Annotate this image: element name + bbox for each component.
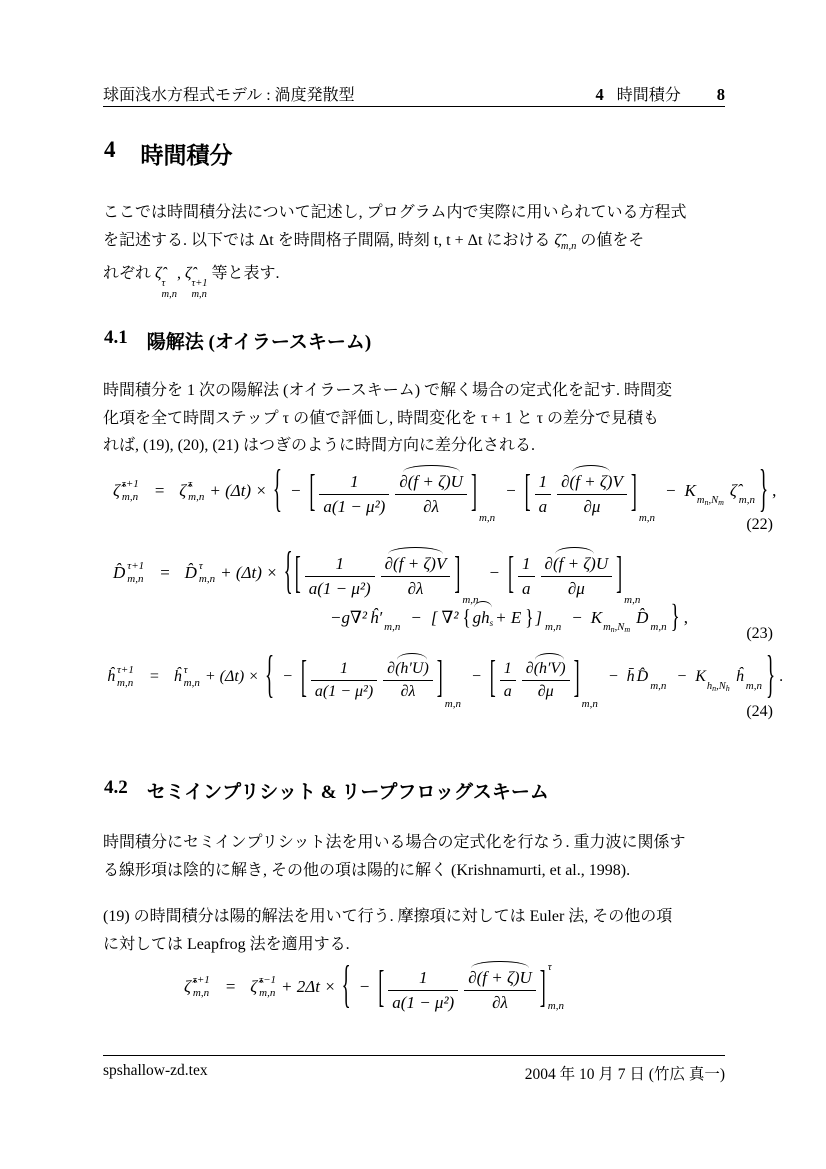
denominator: ∂λ <box>395 494 467 517</box>
math-symbol: ζ̂ <box>729 481 737 500</box>
denominator: a(1 − μ²) <box>311 680 377 701</box>
widehat-term <box>473 608 494 628</box>
footer-date: 2004 年 10 月 7 日 (竹広 真一) <box>524 1066 725 1083</box>
math-supsub <box>199 560 215 585</box>
minus-sign: − <box>289 481 302 500</box>
punctuation: , <box>683 608 688 627</box>
math-symbol: ζ̂ <box>250 977 258 996</box>
superscript: τ+1 <box>127 560 145 573</box>
left-bracket: [ <box>508 547 515 597</box>
left-bracket: [ <box>524 465 531 515</box>
math-supsub <box>117 664 134 689</box>
denominator: a <box>500 680 516 701</box>
k-subscript <box>603 622 630 633</box>
section-title: 時間積分 <box>140 143 233 168</box>
math-term: −g∇² <box>330 608 367 627</box>
fraction <box>305 547 375 599</box>
math-symbol: ĥ <box>735 668 744 685</box>
partial-symbol: ∂ <box>525 660 534 677</box>
fraction <box>535 465 552 517</box>
text-run: 化項を全て時間ステップ τ の値で評価し, 時間変化を τ + 1 と τ の差分で見積も <box>103 409 659 427</box>
subscript: m,n <box>745 680 762 692</box>
fraction <box>381 547 451 599</box>
text-run: 等と表す. <box>207 265 280 282</box>
subsubscript: n <box>610 624 615 634</box>
nabla-squared: ∇² <box>441 608 459 627</box>
text-line <box>103 227 743 261</box>
math-symbol: h̄ <box>626 668 635 685</box>
math-symbol: V <box>612 472 623 491</box>
math-operator: + 2Δt × <box>281 977 336 996</box>
right-brace: } <box>758 460 769 519</box>
paragraph-4-2-a <box>103 829 743 884</box>
denominator: a <box>535 494 552 517</box>
bracket-subscript: m,n <box>638 512 656 524</box>
inline-math-zeta: ζ̂ <box>155 265 162 282</box>
inline-math-zeta: ζ̂ <box>554 231 561 249</box>
text-run: ここでは時間積分法について記述し, プログラム内で実際に用いられている方程式 <box>103 204 687 221</box>
text-run: , <box>176 265 185 282</box>
math-symbol: K <box>684 481 696 500</box>
text-run: れば, (19), (20), (21) はつぎのように時間方向に差分化される. <box>103 437 535 454</box>
superscript: τ+1 <box>121 478 139 491</box>
equation-22 <box>112 460 777 524</box>
text-line <box>103 829 743 857</box>
minus-sign: − <box>282 668 293 685</box>
footer-rule <box>103 1055 725 1056</box>
numerator: 1 <box>503 660 512 677</box>
math-symbol: ĥ <box>107 668 115 685</box>
text-run: 時間積分にセミインプリシット法を用いる場合の定式化を行なう. 重力波に関係す <box>103 834 686 851</box>
header-rule <box>103 106 725 107</box>
partial-symbol: ∂ <box>544 554 553 573</box>
right-bracket: ] <box>470 465 477 515</box>
subscript: m,n <box>384 621 401 633</box>
math-supsub <box>127 560 144 585</box>
subscript: m,n <box>121 491 139 503</box>
subscript: m,n <box>259 987 276 999</box>
fraction <box>518 547 535 599</box>
widehat-term: (f + ζ) <box>569 472 613 491</box>
fraction <box>541 547 613 599</box>
numerator: 1 <box>538 472 548 491</box>
partial-symbol: ∂ <box>387 660 396 677</box>
bracket-supsub <box>548 962 564 1012</box>
equals-sign: = <box>148 668 160 685</box>
math-symbol: ĥ <box>173 668 182 685</box>
math-symbol: U <box>595 554 609 573</box>
paragraph-4-1 <box>103 377 743 460</box>
punctuation: , <box>772 481 777 500</box>
denominator: ∂μ <box>557 494 627 517</box>
bracket-subscript: m,n <box>624 594 641 606</box>
equals-sign: = <box>153 481 166 500</box>
math-symbol: ζ̂ <box>179 481 187 500</box>
left-bracket: [ <box>489 651 496 701</box>
running-header-section <box>595 82 725 105</box>
subscript: m,n <box>738 494 755 506</box>
math-symbol: gh <box>472 608 490 627</box>
right-bracket: ] <box>616 547 623 597</box>
section-number: 4.1 <box>104 327 128 348</box>
denominator: a(1 − μ²) <box>305 576 375 599</box>
widehat-term: (f + ζ) <box>552 554 596 573</box>
math-supsub <box>122 478 139 503</box>
math-operator: + (Δt) × <box>204 668 259 685</box>
math-symbol: ĥ′ <box>369 608 383 627</box>
minus-sign: − <box>488 563 501 582</box>
subscript: ,N <box>614 621 625 633</box>
bracket-subscript: m,n <box>444 698 461 710</box>
right-bracket: ] <box>630 465 637 515</box>
denominator: ∂μ <box>541 576 613 599</box>
subscript: m,n <box>650 680 667 692</box>
equation-leapfrog <box>183 957 566 1017</box>
minus-sign: − <box>471 668 482 685</box>
right-bracket: ] <box>573 651 580 701</box>
footer-filename: spshallow-zd.tex <box>103 1062 208 1079</box>
text-line <box>103 199 743 227</box>
subsubscript: n <box>712 683 717 693</box>
fraction <box>500 653 516 701</box>
numerator-widehat: ∂(f + ζ)U <box>468 968 532 987</box>
numerator: 1 <box>522 554 531 573</box>
left-bracket: [ <box>309 465 316 515</box>
fraction <box>522 653 570 701</box>
bracket-subscript: m,n <box>581 698 598 710</box>
math-supsub <box>184 664 200 689</box>
math-supsub <box>188 478 204 503</box>
right-brace: } <box>670 599 680 635</box>
header-section-title: 時間積分 <box>616 87 681 104</box>
left-bracket: [ <box>294 547 301 597</box>
left-brace: { <box>462 605 471 630</box>
minus-sign: − <box>676 668 688 685</box>
denominator: ∂μ <box>522 680 570 701</box>
k-subscript <box>707 681 730 692</box>
section-title: 陽解法 (オイラースキーム) <box>146 332 372 353</box>
numerator: 1 <box>335 554 344 573</box>
fraction <box>311 653 377 701</box>
fraction <box>557 465 627 517</box>
paragraph-intro <box>103 199 743 300</box>
math-operator: + (Δt) × <box>220 563 278 582</box>
fraction <box>383 653 433 701</box>
text-run: れぞれ <box>103 265 156 282</box>
math-symbol: ζ̂ <box>184 977 191 996</box>
right-bracket: ] <box>436 651 443 701</box>
equation-number-24: (24) <box>746 703 773 720</box>
subscript: m <box>603 621 611 633</box>
bracket-subscript: m,n <box>462 594 479 606</box>
denominator: a(1 − μ²) <box>319 494 389 517</box>
right-bracket: ] <box>539 961 546 1011</box>
right-brace: } <box>765 646 776 705</box>
section-number: 4.2 <box>104 777 128 798</box>
inline-math-supsub <box>191 278 207 300</box>
subscript: m,n <box>191 289 207 301</box>
equation-number-22: (22) <box>746 516 773 533</box>
subscript: ,N <box>716 680 726 692</box>
page-number: 8 <box>716 85 725 104</box>
inline-math-subscript: m,n <box>560 240 577 252</box>
running-header-title: 球面浅水方程式モデル : 渦度発散型 <box>103 87 355 104</box>
subscript: m,n <box>198 573 216 585</box>
minus-sign: − <box>358 977 371 996</box>
subscript: m,n <box>117 677 134 689</box>
text-run: の値をそ <box>576 231 645 249</box>
text-run: (19) の時間積分は陽的解法を用いて行う. 摩擦項に対しては Euler 法, その他の項 <box>103 908 673 925</box>
text-line <box>103 903 743 931</box>
math-term: + E <box>495 608 522 627</box>
subsubscript: m <box>718 497 724 507</box>
equation-number-23: (23) <box>746 625 773 642</box>
equals-sign: = <box>224 977 237 996</box>
left-bracket: [ <box>300 651 307 701</box>
k-subscript <box>697 495 724 506</box>
equation-23-line2 <box>328 601 688 635</box>
numerator: 1 <box>350 472 359 491</box>
numerator-widehat: ∂(f + ζ)V <box>384 554 447 573</box>
fraction <box>319 465 389 517</box>
right-brace: } <box>525 605 534 630</box>
superscript: τ+1 <box>117 664 134 677</box>
left-brace: { <box>272 460 282 519</box>
minus-sign: − <box>571 608 583 627</box>
superscript: τ <box>547 961 552 973</box>
partial-symbol: ∂ <box>561 472 570 491</box>
denominator: ∂λ <box>383 680 433 701</box>
subscript: m,n <box>127 573 144 585</box>
math-symbol: D̂ <box>113 563 126 582</box>
left-brace: { <box>264 646 275 705</box>
subscript: m,n <box>188 491 205 503</box>
subscript: m,n <box>545 621 562 633</box>
equation-24 <box>106 646 784 710</box>
superscript: τ <box>161 278 166 289</box>
paragraph-4-2-b <box>103 903 743 958</box>
right-bracket: ] <box>454 547 461 597</box>
text-run: を記述する. 以下では Δt を時間格子間隔, 時刻 t, t + Δt における <box>103 231 555 249</box>
subscript: m <box>696 494 705 506</box>
superscript: τ <box>198 560 203 573</box>
math-supsub <box>259 974 276 999</box>
subscript: h <box>706 680 713 692</box>
subscript: ,N <box>708 494 719 506</box>
minus-sign: − <box>505 481 517 500</box>
superscript: τ <box>183 664 188 677</box>
text-run: る線形項は陰的に解き, その他の項は陽的に解く (Krishnamurti, et al., 1998). <box>103 861 631 879</box>
numerator: 1 <box>340 660 349 677</box>
subsubscript: h <box>725 683 730 693</box>
left-brace: { <box>283 542 293 601</box>
widehat-term: (h′V) <box>533 660 566 677</box>
fraction <box>388 961 458 1013</box>
text-line <box>103 857 743 885</box>
widehat-term: (h′U) <box>395 660 429 677</box>
text-run: に対しては Leapfrog 法を適用する. <box>103 935 350 953</box>
section-4-1-heading <box>104 327 371 354</box>
left-bracket: [ <box>430 608 438 627</box>
superscript: τ+1 <box>191 278 208 289</box>
text-line <box>103 260 743 300</box>
section-title: セミインプリシット & リープフロッグスキーム <box>146 782 549 803</box>
punctuation: . <box>779 668 784 685</box>
math-symbol: K <box>695 668 706 685</box>
left-brace: { <box>341 956 351 1015</box>
running-header <box>103 82 725 105</box>
subsubscript: n <box>704 497 709 507</box>
superscript: τ+1 <box>192 974 210 987</box>
math-symbol: ζ̂ <box>113 481 120 500</box>
equation-23-line1 <box>112 542 643 606</box>
numerator: 1 <box>419 968 428 987</box>
math-symbol: D̂ <box>636 668 649 685</box>
section-4-heading <box>104 137 233 170</box>
subscript: m,n <box>547 1000 564 1012</box>
denominator: ∂λ <box>381 576 451 599</box>
subscript: m,n <box>183 677 200 689</box>
section-number: 4 <box>104 137 116 162</box>
superscript: τ <box>188 478 193 491</box>
bracket-subscript: m,n <box>478 512 496 524</box>
subscript: m,n <box>650 621 667 633</box>
left-bracket: [ <box>378 961 385 1011</box>
text-run: 時間積分を 1 次の陽解法 (オイラースキーム) で解く場合の定式化を記す. 時間変 <box>103 382 673 399</box>
minus-sign: − <box>665 481 677 500</box>
math-operator: + (Δt) × <box>209 481 267 500</box>
math-symbol: K <box>590 608 603 627</box>
section-4-2-heading <box>104 777 549 804</box>
page-footer <box>103 1062 725 1084</box>
minus-sign: − <box>410 608 422 627</box>
right-bracket: ] <box>535 608 543 627</box>
subsubscript: m <box>624 624 631 634</box>
denominator: a <box>518 576 535 599</box>
math-symbol: D̂ <box>636 608 649 627</box>
subscript: s <box>489 618 494 628</box>
fraction <box>464 961 536 1013</box>
math-symbol: D̂ <box>184 563 197 582</box>
text-line <box>103 405 743 433</box>
denominator: a(1 − μ²) <box>388 990 458 1013</box>
subscript: m,n <box>161 289 177 301</box>
text-line <box>103 432 743 460</box>
equals-sign: = <box>159 563 171 582</box>
math-supsub <box>193 974 210 999</box>
minus-sign: − <box>607 668 619 685</box>
numerator-widehat: ∂(f + ζ)U <box>399 472 463 491</box>
denominator: ∂λ <box>464 990 536 1013</box>
inline-math-zeta: ζ̂ <box>184 265 192 282</box>
superscript: τ−1 <box>259 974 277 987</box>
inline-math-supsub <box>162 278 177 300</box>
text-line <box>103 377 743 405</box>
text-line <box>103 931 743 959</box>
header-section-number: 4 <box>595 85 604 104</box>
subscript: m,n <box>192 987 210 999</box>
fraction <box>395 465 467 517</box>
